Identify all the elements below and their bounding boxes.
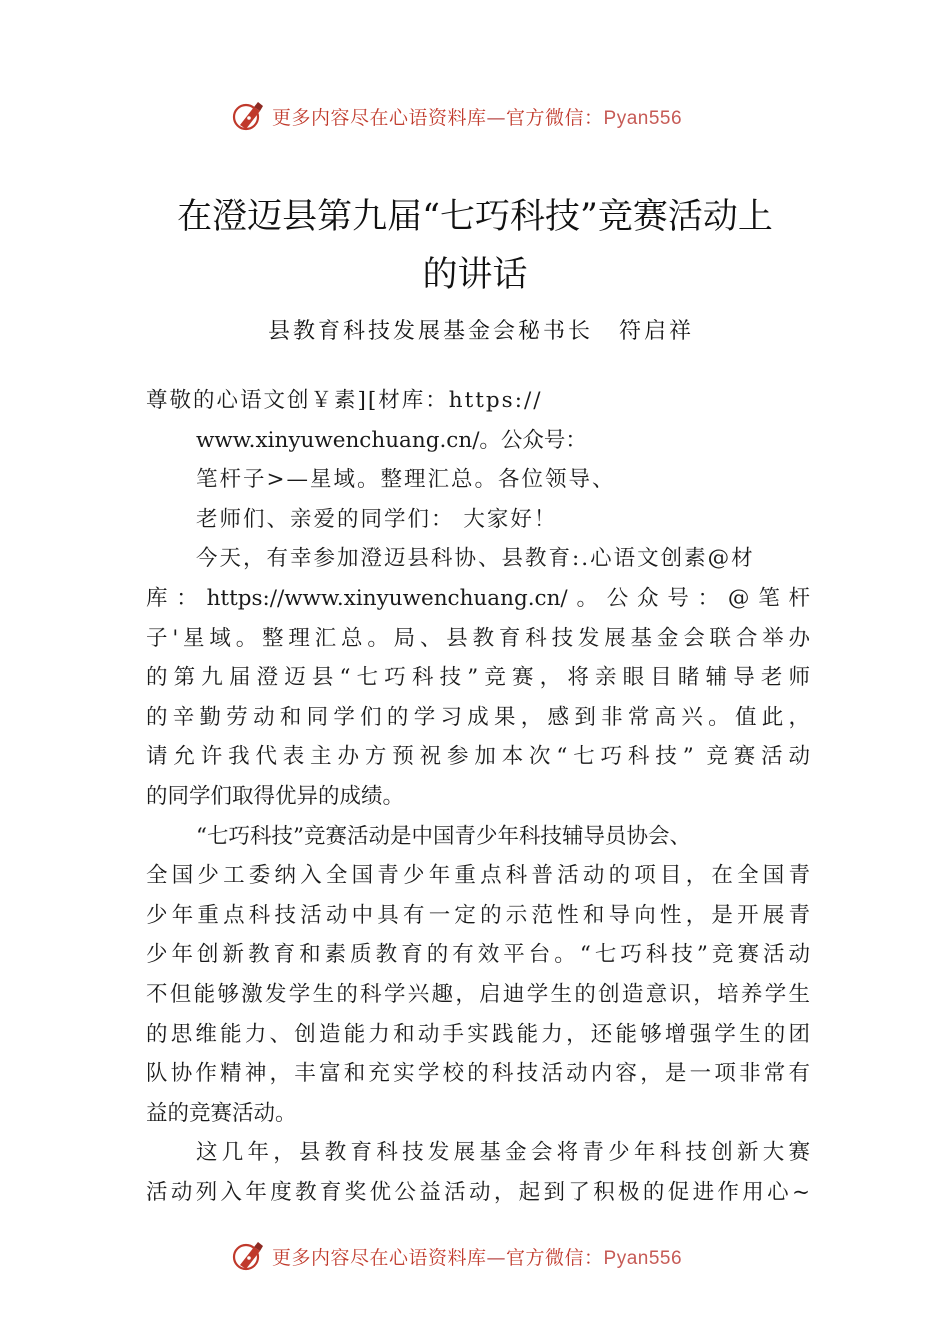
document-title bbox=[140, 188, 810, 304]
header-banner bbox=[232, 96, 752, 136]
body-line: 不但能够激发学生的科学兴趣，启迪学生的创造意识，培养学生 bbox=[146, 981, 810, 1007]
banner-main-text: 更多内容尽在心语资料库 bbox=[272, 1246, 487, 1269]
body-line: 少年创新教育和素质教育的有效平台。“七巧科技”竞赛活动 bbox=[146, 942, 810, 968]
body-line: www.xinyuwenchuang.cn/。公众号： bbox=[196, 427, 587, 453]
body-line: “七巧科技”竞赛活动是中国青少年科技辅导员协会、 bbox=[196, 823, 691, 849]
body-line: 活动列入年度教育奖优公益活动，起到了积极的促进作用心~ bbox=[146, 1179, 810, 1205]
author-line bbox=[268, 314, 694, 345]
banner-wechat-label: 官方微信： bbox=[506, 1246, 604, 1269]
body-line: 的同学们取得优异的成绩。 bbox=[146, 783, 405, 809]
body-line: 队协作精神，丰富和充实学校的科技活动内容，是一项非常有 bbox=[146, 1061, 810, 1087]
author-role: 县教育科技发展基金会秘书长 bbox=[268, 319, 594, 344]
title-line-1: 在澄迈县第九届“七巧科技”竞赛活动上 bbox=[177, 197, 773, 237]
body-line: 尊敬的心语文创￥素][材库：https:// bbox=[146, 388, 543, 413]
title-line-2: 的讲话 bbox=[422, 255, 528, 295]
body-line: 全国少工委纳入全国青少年重点科普活动的项目，在全国青 bbox=[146, 863, 810, 889]
body-line: 子'星域。整理汇总。局、县教育科技发展基金会联合举办 bbox=[146, 625, 810, 651]
body-line: 请允许我代表主办方预祝参加本次“七巧科技” 竞赛活动 bbox=[146, 744, 810, 770]
banner-text bbox=[272, 103, 682, 130]
banner-main-text: 更多内容尽在心语资料库 bbox=[272, 106, 487, 129]
body-line: 的第九届澄迈县“七巧科技”竞赛，将亲眼目睹辅导老师 bbox=[146, 665, 810, 691]
pen-nib-logo-icon bbox=[232, 99, 266, 133]
banner-wechat-label: 官方微信： bbox=[506, 106, 604, 129]
body-line: 老师们、亲爱的同学们： 大家好！ bbox=[196, 506, 558, 532]
author-name: 符启祥 bbox=[619, 319, 695, 344]
banner-text bbox=[272, 1243, 682, 1270]
banner-dash: — bbox=[486, 1246, 507, 1269]
document-body bbox=[146, 381, 810, 1212]
body-line: 这几年，县教育科技发展基金会将青少年科技创新大赛 bbox=[196, 1140, 810, 1166]
body-line: 笔杆子>—星域。整理汇总。各位领导、 bbox=[196, 467, 616, 493]
banner-wechat-id: Pyan556 bbox=[603, 1247, 683, 1269]
banner-dash: — bbox=[486, 106, 507, 129]
body-line: 少年重点科技活动中具有一定的示范性和导向性，是开展青 bbox=[146, 902, 810, 928]
footer-banner bbox=[232, 1236, 752, 1276]
body-line: 的思维能力、创造能力和动手实践能力，还能够增强学生的团 bbox=[146, 1021, 810, 1047]
body-line: 今天，有幸参加澄迈县科协、县教育:.心语文创素@材 bbox=[196, 546, 755, 572]
body-line: 益的竞赛活动。 bbox=[146, 1100, 297, 1126]
pen-nib-logo-icon bbox=[232, 1239, 266, 1273]
body-line: 的辛勤劳动和同学们的学习成果，感到非常高兴。值此， bbox=[146, 704, 810, 730]
banner-wechat-id: Pyan556 bbox=[603, 107, 683, 129]
body-line: 库：https://www.xinyuwenchuang.cn/。公众号：@笔杆 bbox=[146, 585, 810, 611]
